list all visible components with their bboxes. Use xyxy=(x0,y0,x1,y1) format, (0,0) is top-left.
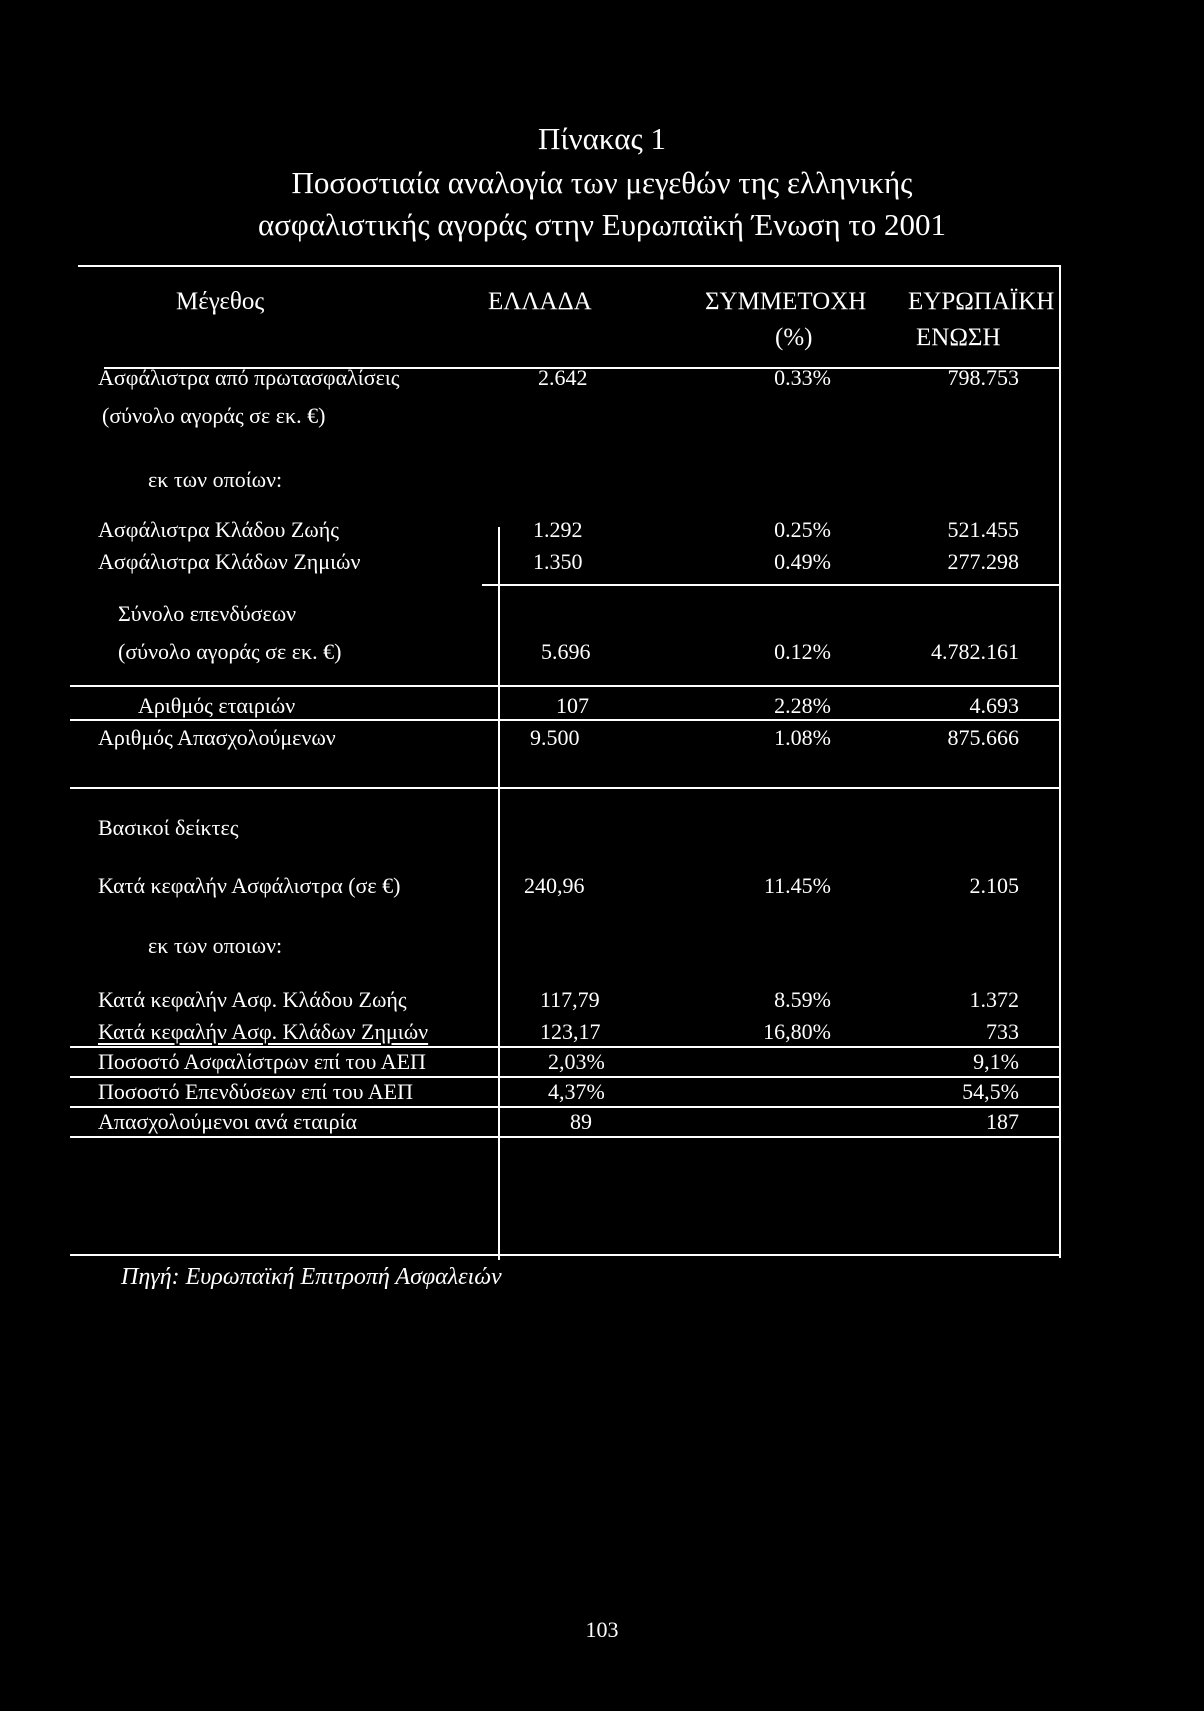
row-investments-gdp-eu: 54,5% xyxy=(962,1079,1019,1104)
row-nonlife-greece: 1.350 xyxy=(533,549,583,574)
row-employees-greece: 9.500 xyxy=(530,725,580,750)
header-eu-2: ΕΝΩΣΗ xyxy=(916,324,1001,351)
row-employees-share: 1.08% xyxy=(774,725,831,750)
row-investments-eu: 4.782.161 xyxy=(931,639,1019,664)
row-per-capita-eu: 2.105 xyxy=(969,873,1019,898)
table-number: Πίνακας 1 xyxy=(537,121,667,156)
row-premiums-gdp-label: Ποσοστό Ασφαλίστρων επί του ΑΕΠ xyxy=(98,1049,426,1074)
title-line-2: Ποσοστιαία αναλογία των μεγεθών της ελληνικής xyxy=(291,165,913,200)
row-investments-share: 0.12% xyxy=(774,639,831,664)
row-life-label: Ασφάλιστρα Κλάδου Ζωής xyxy=(98,517,339,542)
table-bottom-rule xyxy=(70,1254,1061,1256)
source-note: Πηγή: Ευρωπαϊκή Επιτροπή Ασφαλειών xyxy=(121,1264,502,1290)
row-companies-label: Αριθμός εταιριών xyxy=(138,693,296,718)
page-number: 103 xyxy=(585,1617,619,1642)
row-investments-gdp-greece: 4,37% xyxy=(548,1079,605,1104)
row-nonlife-label: Ασφάλιστρα Κλάδων Ζημιών xyxy=(98,549,361,574)
rule-7 xyxy=(70,1106,1061,1108)
row-companies-share: 2.28% xyxy=(774,693,831,718)
rule-8 xyxy=(70,1136,1061,1138)
row-life-eu: 521.455 xyxy=(947,517,1019,542)
row-premiums-share: 0.33% xyxy=(774,365,831,390)
header-metric: Μέγεθος xyxy=(176,288,265,315)
row-investments-label-2: (σύνολο αγοράς σε εκ. €) xyxy=(118,639,342,664)
row-of-which-2: εκ των οποιων: xyxy=(148,933,283,958)
rule-2 xyxy=(70,685,1061,687)
row-per-capita-nonlife-label: Κατά κεφαλήν Ασφ. Κλάδων Ζημιών xyxy=(98,1019,429,1044)
row-of-which-1: εκ των οποίων: xyxy=(148,467,283,492)
row-nonlife-eu: 277.298 xyxy=(947,549,1019,574)
row-employees-per-company-label: Απασχολούμενοι ανά εταιρία xyxy=(98,1109,358,1134)
row-premiums-label: Ασφάλιστρα από πρωτασφαλίσεις xyxy=(98,365,400,390)
row-per-capita-label: Κατά κεφαλήν Ασφάλιστρα (σε €) xyxy=(98,873,401,898)
rule-3 xyxy=(70,719,1061,721)
row-per-capita-life-share: 8.59% xyxy=(774,987,831,1012)
row-investments-greece: 5.696 xyxy=(541,639,591,664)
header-greece: ΕΛΛΑΔΑ xyxy=(488,288,592,315)
rule-6 xyxy=(70,1076,1061,1078)
rule-4 xyxy=(70,787,1061,789)
row-life-share: 0.25% xyxy=(774,517,831,542)
row-per-capita-life-greece: 117,79 xyxy=(540,987,600,1012)
row-companies-eu: 4.693 xyxy=(969,693,1019,718)
header-share: ΣΥΜΜΕΤΟΧΗ xyxy=(705,288,867,315)
section-indicators: Βασικοί δείκτες xyxy=(98,815,239,840)
row-employees-eu: 875.666 xyxy=(947,725,1019,750)
row-companies-greece: 107 xyxy=(556,693,589,718)
row-per-capita-life-label: Κατά κεφαλήν Ασφ. Κλάδου Ζωής xyxy=(98,987,407,1012)
header-eu: ΕΥΡΩΠΑΪΚΗ xyxy=(908,288,1055,315)
header-share-unit: (%) xyxy=(775,324,813,351)
row-life-greece: 1.292 xyxy=(533,517,583,542)
title-line-3: ασφαλιστικής αγοράς στην Ευρωπαϊκή Ένωση το 2001 xyxy=(257,207,947,242)
rule-1 xyxy=(482,584,1061,586)
row-premiums-gdp-eu: 9,1% xyxy=(973,1049,1019,1074)
row-nonlife-share: 0.49% xyxy=(774,549,831,574)
row-employees-per-company-eu: 187 xyxy=(986,1109,1019,1134)
row-premiums-eu: 798.753 xyxy=(947,365,1019,390)
row-premiums-label-2: (σύνολο αγοράς σε εκ. €) xyxy=(102,403,326,428)
row-premiums-gdp-greece: 2,03% xyxy=(548,1049,605,1074)
row-per-capita-nonlife-share: 16,80% xyxy=(763,1019,831,1044)
row-premiums-greece: 2.642 xyxy=(538,365,588,390)
row-per-capita-nonlife-eu: 733 xyxy=(986,1019,1019,1044)
table-title xyxy=(0,118,1204,246)
row-investments-gdp-label: Ποσοστό Επενδύσεων επί του ΑΕΠ xyxy=(98,1079,413,1104)
row-per-capita-greece: 240,96 xyxy=(524,873,585,898)
rule-5 xyxy=(70,1046,1061,1048)
row-per-capita-share: 11.45% xyxy=(763,873,831,898)
row-per-capita-life-eu: 1.372 xyxy=(969,987,1019,1012)
row-employees-per-company-greece: 89 xyxy=(570,1109,592,1134)
column-divider xyxy=(498,527,500,1260)
statistics-table xyxy=(78,265,1061,1258)
row-investments-label: Σύνολο επενδύσεων xyxy=(118,601,297,626)
row-employees-label: Αριθμός Απασχολούμενων xyxy=(98,725,336,750)
row-per-capita-nonlife-greece: 123,17 xyxy=(540,1019,601,1044)
